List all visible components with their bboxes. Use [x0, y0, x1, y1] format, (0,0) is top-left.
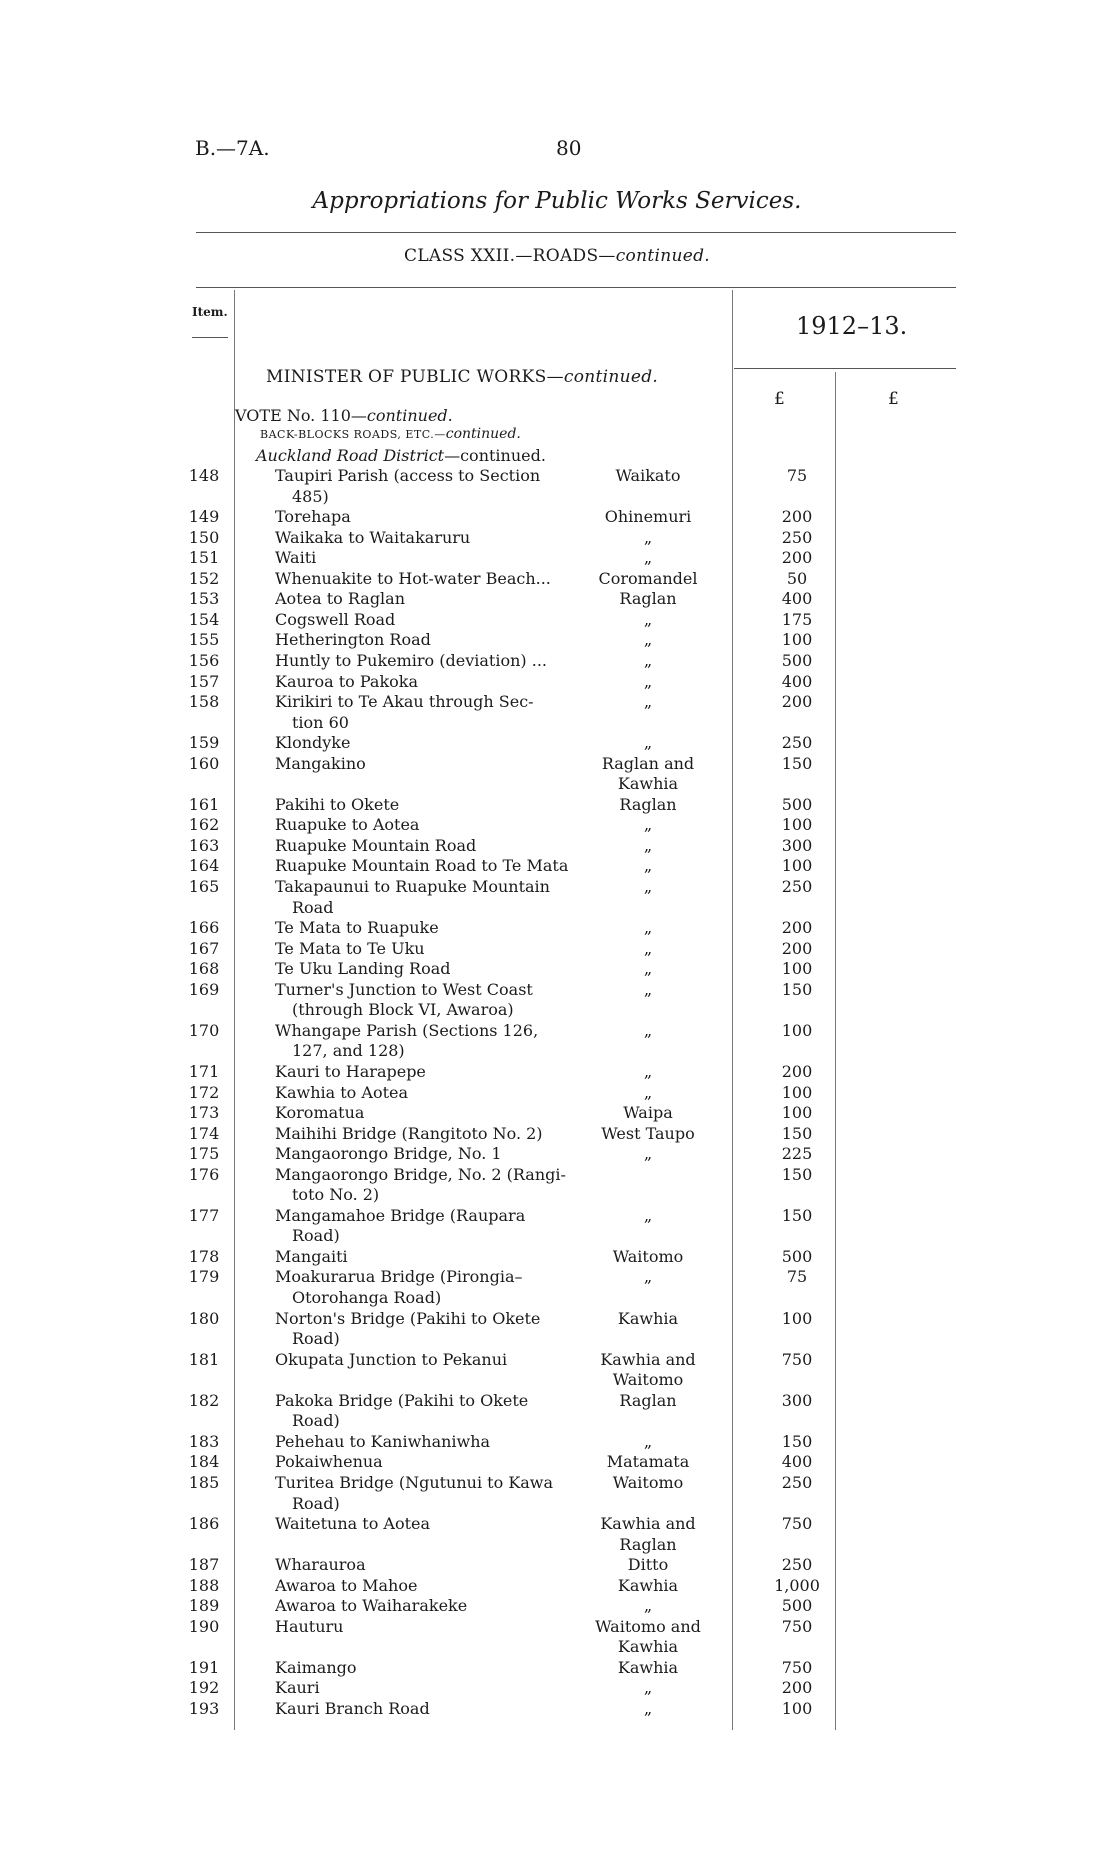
county-name: Raglan and — [601, 753, 695, 773]
backblocks-heading-text: BACK-BLOCKS ROADS, ETC.— — [260, 428, 446, 441]
item-number: 154 — [188, 609, 220, 629]
item-number: 178 — [188, 1246, 220, 1266]
amount-value: 200 — [781, 938, 813, 958]
item-description: Pakihi to Okete — [275, 794, 400, 814]
county-name: Matamata — [606, 1452, 690, 1472]
county-name: „ — [643, 1205, 653, 1225]
item-number: 189 — [188, 1596, 220, 1616]
amount-value: 150 — [781, 1431, 813, 1451]
item-description: Kaimango — [275, 1657, 357, 1677]
document-reference: B.—7A. — [195, 136, 270, 160]
item-number: 177 — [188, 1205, 220, 1225]
amount-value: 750 — [781, 1657, 813, 1677]
item-number: 174 — [188, 1123, 220, 1143]
item-description: Cogswell Road — [275, 609, 396, 629]
county-name: Ohinemuri — [604, 507, 692, 527]
item-column-rule — [234, 290, 235, 1730]
amount-value: 250 — [781, 877, 813, 896]
item-number: 155 — [188, 630, 220, 650]
county-name: „ — [643, 1144, 653, 1164]
county-name: „ — [643, 692, 653, 712]
pound-sign-2: £ — [888, 389, 899, 409]
amount-value: 75 — [786, 466, 808, 485]
county-name: „ — [643, 1267, 653, 1287]
county-name: „ — [643, 1061, 653, 1081]
amount-value: 100 — [781, 1082, 813, 1102]
item-description-continued: Otorohanga Road) — [292, 1288, 442, 1307]
amount-value: 200 — [781, 507, 813, 527]
county-name: Coromandel — [598, 568, 698, 588]
item-number: 162 — [188, 815, 220, 835]
item-description: Te Mata to Ruapuke — [275, 918, 439, 938]
county-name: „ — [643, 650, 653, 670]
item-description: Whenuakite to Hot-water Beach... — [275, 568, 551, 588]
item-description-continued: (through Block VI, Awaroa) — [292, 1000, 514, 1020]
county-name: Waipa — [623, 1103, 673, 1123]
county-name: Kawhia — [617, 1308, 679, 1328]
item-description: Mangakino — [275, 753, 366, 773]
item-description: Takapaunui to Ruapuke Mountain — [275, 877, 550, 896]
amount-value: 150 — [781, 1123, 813, 1143]
item-description: Whangape Parish (Sections 126, — [275, 1020, 539, 1040]
backblocks-heading — [260, 426, 521, 442]
item-description: Pokaiwhenua — [275, 1452, 383, 1472]
amount-value: 500 — [781, 1246, 813, 1266]
item-description: Turner's Junction to West Coast — [275, 979, 533, 999]
item-number: 152 — [188, 568, 220, 588]
item-description: Waikaka to Waitakaruru — [275, 527, 471, 547]
amount-value: 1,000 — [774, 1575, 820, 1595]
item-description-continued: Road) — [292, 1226, 340, 1246]
item-description-continued: tion 60 — [292, 712, 349, 732]
amount-value: 250 — [781, 1472, 813, 1492]
item-description: Moakurarua Bridge (Pirongia– — [275, 1267, 523, 1287]
item-description: Hetherington Road — [275, 630, 431, 650]
item-number: 156 — [188, 650, 220, 670]
item-number: 150 — [188, 527, 220, 547]
item-header-rule — [192, 337, 228, 338]
county-name: „ — [643, 609, 653, 629]
county-name: „ — [643, 1596, 653, 1616]
county-name: Kawhia and — [600, 1349, 696, 1369]
amount-value: 75 — [786, 1267, 808, 1287]
item-description: Pehehau to Kaniwhaniwha — [275, 1431, 491, 1451]
amount-value: 500 — [781, 650, 813, 670]
item-description: Ruapuke Mountain Road to Te Mata — [275, 856, 569, 876]
item-description: Koromatua — [275, 1103, 365, 1123]
county-name: „ — [643, 671, 653, 691]
item-description: Kawhia to Aotea — [275, 1082, 409, 1102]
item-description: Aotea to Raglan — [275, 589, 406, 609]
amount-value: 100 — [781, 1699, 813, 1718]
county-name-continued: Kawhia — [617, 774, 679, 794]
item-description: Mangaiti — [275, 1246, 348, 1266]
pound-sign-1: £ — [774, 389, 785, 409]
class-rule — [196, 287, 956, 288]
item-description: Kauri — [275, 1678, 320, 1698]
county-name: „ — [643, 959, 653, 979]
amount-value: 200 — [781, 918, 813, 938]
item-number: 170 — [188, 1020, 220, 1040]
county-name-continued: Waitomo — [612, 1370, 684, 1390]
item-number: 161 — [188, 794, 220, 814]
county-name: Kawhia — [617, 1657, 679, 1677]
item-number: 180 — [188, 1308, 220, 1328]
item-description: Taupiri Parish (access to Section — [275, 466, 541, 485]
minister-heading-continued: continued. — [563, 367, 659, 387]
amount-value: 100 — [781, 856, 813, 876]
item-number: 190 — [188, 1616, 220, 1636]
item-description-continued: 127, and 128) — [292, 1041, 405, 1061]
item-number: 183 — [188, 1431, 220, 1451]
item-number: 173 — [188, 1103, 220, 1123]
page-title: Appropriations for Public Works Services. — [312, 188, 802, 214]
amount-value: 150 — [781, 753, 813, 773]
item-description-continued: Road) — [292, 1329, 340, 1349]
county-name: „ — [643, 630, 653, 650]
item-description-continued: 485) — [292, 486, 329, 506]
item-description: Kauri Branch Road — [275, 1699, 430, 1718]
county-name: „ — [643, 1020, 653, 1040]
item-number: 160 — [188, 753, 220, 773]
item-description: Hauturu — [275, 1616, 344, 1636]
year-header: 1912–13. — [796, 312, 908, 340]
item-description-continued: toto No. 2) — [292, 1185, 380, 1205]
item-number: 179 — [188, 1267, 220, 1287]
county-name: „ — [643, 918, 653, 938]
county-name: Raglan — [619, 1390, 677, 1410]
county-name: „ — [643, 733, 653, 753]
item-number: 166 — [188, 918, 220, 938]
amount-value: 100 — [781, 1103, 813, 1123]
item-number: 172 — [188, 1082, 220, 1102]
item-description: Kauroa to Pakoka — [275, 671, 418, 691]
vote-heading-continued: continued. — [366, 406, 453, 425]
amount-value: 400 — [781, 589, 813, 609]
county-name: „ — [643, 856, 653, 876]
item-number: 171 — [188, 1061, 220, 1081]
year-rule — [734, 368, 956, 369]
item-number: 169 — [188, 979, 220, 999]
amount-value: 150 — [781, 1205, 813, 1225]
item-description: Waitetuna to Aotea — [275, 1514, 431, 1534]
county-name-continued: Raglan — [619, 1534, 677, 1554]
amount-value: 750 — [781, 1349, 813, 1369]
amount-value: 250 — [781, 527, 813, 547]
item-number: 159 — [188, 733, 220, 753]
amount-value: 100 — [781, 815, 813, 835]
item-description: Klondyke — [275, 733, 351, 753]
amount-value: 100 — [781, 1020, 813, 1040]
county-name: „ — [643, 1082, 653, 1102]
county-name: „ — [643, 815, 653, 835]
county-name: Raglan — [619, 589, 677, 609]
amount-value: 750 — [781, 1514, 813, 1534]
item-description: Te Mata to Te Uku — [275, 938, 425, 958]
vote-heading-text: VOTE No. 110— — [235, 406, 367, 425]
minister-heading-text: MINISTER OF PUBLIC WORKS— — [266, 367, 564, 387]
county-name: Kawhia and — [600, 1514, 696, 1534]
item-number: 187 — [188, 1555, 220, 1575]
amount-value: 150 — [781, 979, 813, 999]
item-description: Awaroa to Mahoe — [275, 1575, 418, 1595]
item-number: 153 — [188, 589, 220, 609]
item-description: Torehapa — [275, 507, 351, 527]
county-name: Waitomo — [612, 1246, 684, 1266]
county-name: „ — [643, 527, 653, 547]
item-number: 157 — [188, 671, 220, 691]
amount-value: 250 — [781, 1555, 813, 1575]
item-number: 192 — [188, 1678, 220, 1698]
item-number: 182 — [188, 1390, 220, 1410]
item-number: 193 — [188, 1699, 220, 1718]
county-name: „ — [643, 1678, 653, 1698]
backblocks-heading-continued: continued. — [445, 426, 521, 442]
item-description: Waiti — [275, 548, 317, 568]
county-name: „ — [643, 979, 653, 999]
item-description: Turitea Bridge (Ngutunui to Kawa — [275, 1472, 554, 1492]
amount-value: 750 — [781, 1616, 813, 1636]
county-name: „ — [643, 877, 653, 896]
amount-value: 200 — [781, 692, 813, 712]
item-column-header: Item. — [192, 305, 228, 319]
county-name: „ — [643, 1699, 653, 1718]
item-description: Te Uku Landing Road — [275, 959, 451, 979]
item-description: Mangamahoe Bridge (Raupara — [275, 1205, 526, 1225]
class-title — [0, 246, 1114, 266]
amount-value: 200 — [781, 1061, 813, 1081]
county-name: „ — [643, 548, 653, 568]
county-name: Ditto — [627, 1555, 669, 1575]
amount-value: 50 — [786, 568, 808, 588]
item-description: Kauri to Harapepe — [275, 1061, 426, 1081]
item-description: Wharauroa — [275, 1555, 366, 1575]
item-number: 191 — [188, 1657, 220, 1677]
amount-value: 200 — [781, 548, 813, 568]
item-number: 167 — [188, 938, 220, 958]
district-heading-continued: —continued. — [444, 446, 546, 465]
amount-value: 200 — [781, 1678, 813, 1698]
vote-heading — [235, 406, 453, 425]
county-name: Waitomo — [612, 1472, 684, 1492]
amount-value: 250 — [781, 733, 813, 753]
item-number: 163 — [188, 835, 220, 855]
class-title-continued: continued. — [615, 246, 710, 266]
district-heading — [256, 446, 546, 465]
county-name: „ — [643, 835, 653, 855]
item-number: 181 — [188, 1349, 220, 1369]
amount-value: 300 — [781, 1390, 813, 1410]
county-name: Raglan — [619, 794, 677, 814]
amount-value: 100 — [781, 1308, 813, 1328]
amount-value: 100 — [781, 959, 813, 979]
item-description: Huntly to Pukemiro (deviation) ... — [275, 650, 547, 670]
district-heading-text: Auckland Road District — [256, 446, 445, 465]
amount-value: 500 — [781, 1596, 813, 1616]
amount-value: 100 — [781, 630, 813, 650]
item-description-continued: Road) — [292, 1493, 340, 1513]
class-title-text: CLASS XXII.—ROADS— — [404, 246, 616, 266]
amount-value: 175 — [781, 609, 813, 629]
item-number: 151 — [188, 548, 220, 568]
item-description: Okupata Junction to Pekanui — [275, 1349, 508, 1369]
item-number: 188 — [188, 1575, 220, 1595]
item-number: 165 — [188, 877, 220, 896]
item-number: 185 — [188, 1472, 220, 1492]
item-number: 186 — [188, 1514, 220, 1534]
item-description-continued: Road — [292, 897, 334, 917]
title-rule — [196, 232, 956, 233]
item-number: 148 — [188, 466, 220, 485]
item-description: Mangaorongo Bridge, No. 1 — [275, 1144, 502, 1164]
item-number: 184 — [188, 1452, 220, 1472]
item-description-continued: Road) — [292, 1411, 340, 1431]
item-number: 164 — [188, 856, 220, 876]
item-description: Ruapuke Mountain Road — [275, 835, 477, 855]
amount-value: 400 — [781, 1452, 813, 1472]
county-name: Waitomo and — [595, 1616, 701, 1636]
county-name: „ — [643, 1431, 653, 1451]
amount-value: 225 — [781, 1144, 813, 1164]
item-description: Norton's Bridge (Pakihi to Okete — [275, 1308, 541, 1328]
item-number: 176 — [188, 1164, 220, 1184]
amount-value: 300 — [781, 835, 813, 855]
county-name: West Taupo — [601, 1123, 695, 1143]
item-number: 168 — [188, 959, 220, 979]
item-description: Mangaorongo Bridge, No. 2 (Rangi- — [275, 1164, 566, 1184]
amount-value: 500 — [781, 794, 813, 814]
county-column-rule — [732, 290, 733, 1730]
county-name: „ — [643, 938, 653, 958]
county-name-continued: Kawhia — [617, 1637, 679, 1657]
county-name: Waikato — [615, 466, 681, 485]
item-number: 149 — [188, 507, 220, 527]
item-description: Ruapuke to Aotea — [275, 815, 420, 835]
amount-value: 150 — [781, 1164, 813, 1184]
amount-value: 400 — [781, 671, 813, 691]
item-number: 158 — [188, 692, 220, 712]
minister-heading — [266, 367, 658, 387]
item-description: Pakoka Bridge (Pakihi to Okete — [275, 1390, 529, 1410]
item-description: Kirikiri to Te Akau through Sec- — [275, 692, 534, 712]
county-name: Kawhia — [617, 1575, 679, 1595]
page-number: 80 — [556, 136, 582, 160]
item-number: 175 — [188, 1144, 220, 1164]
item-description: Maihihi Bridge (Rangitoto No. 2) — [275, 1123, 543, 1143]
item-description: Awaroa to Waiharakeke — [275, 1596, 468, 1616]
